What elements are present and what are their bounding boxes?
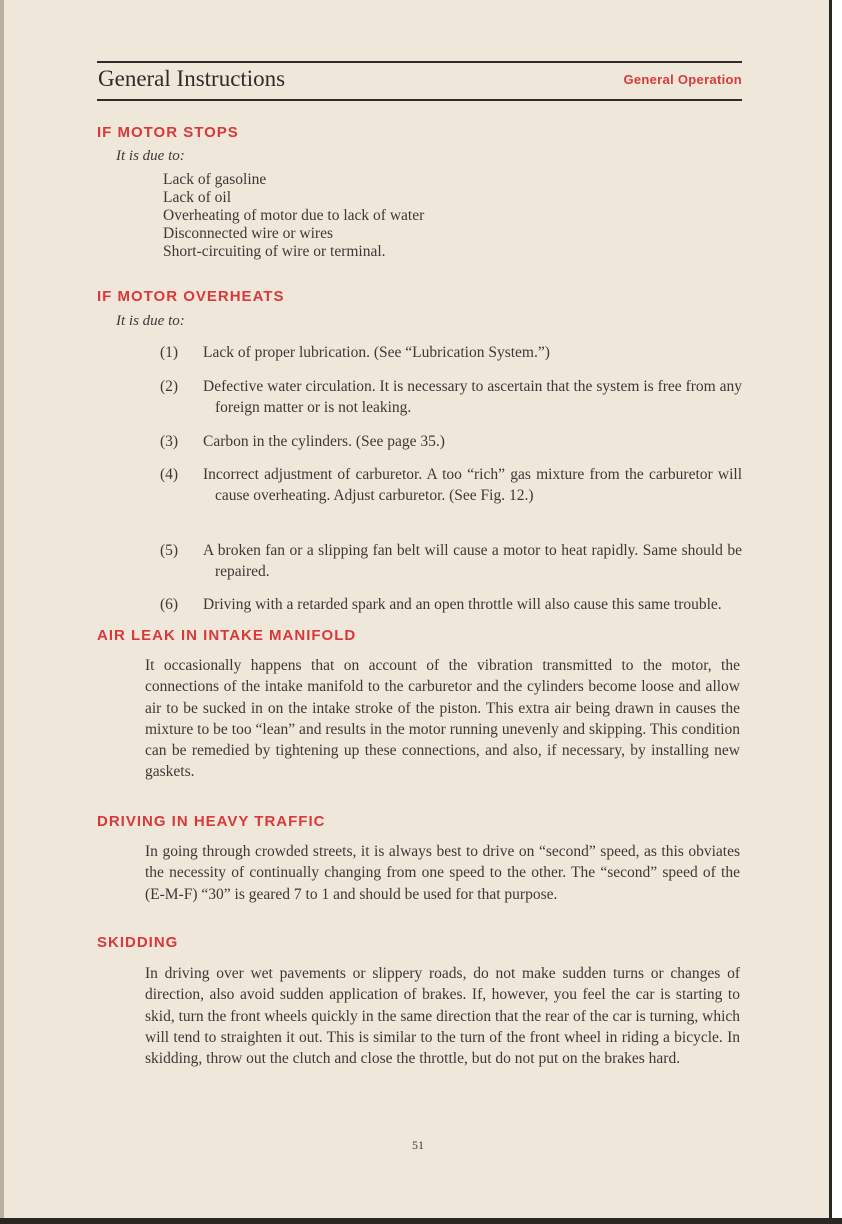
item-text: Defective water circulation. It is necessary to ascertain that the system is free from any foreign matter or is not leaking. <box>203 378 742 416</box>
page-number: 51 <box>412 1138 424 1152</box>
section-heading: AIR LEAK IN INTAKE MANIFOLD <box>97 627 357 644</box>
list-item: Lack of oil <box>163 189 232 206</box>
numbered-item <box>160 464 745 506</box>
list-item: Disconnected wire or wires <box>163 225 334 242</box>
section-heading: DRIVING IN HEAVY TRAFFIC <box>97 813 326 830</box>
paragraph: In driving over wet pavements or slippery roads, do not make sudden turns or changes of direction, also avoid sudden application of brakes. If, however, you feel the car is starting to skid, turn the front wheels quickly in the same direction that the rear of the car is turning, which will tend to straighten it out. This is similar to the turn of the front wheel in riding a bicycle. In skidding, throw out the clutch and close the throttle, but do not put on the brakes hard. <box>145 965 740 1068</box>
numbered-item <box>160 376 745 418</box>
item-number: (1) <box>160 344 179 361</box>
item-text: Driving with a retarded spark and an open throttle will also cause this same trouble. <box>203 596 722 613</box>
numbered-item <box>160 540 745 582</box>
section-tag: General Operation <box>623 72 742 87</box>
item-number: (4) <box>160 466 179 483</box>
section-intro: It is due to: <box>116 313 185 329</box>
page-margin-right <box>832 0 842 1224</box>
item-number: (2) <box>160 378 179 395</box>
header-rule-top <box>97 61 742 63</box>
list-item: Short-circuiting of wire or terminal. <box>163 243 386 260</box>
numbered-item <box>160 594 745 615</box>
cause-list <box>163 171 424 261</box>
paragraph: It occasionally happens that on account of the vibration transmitted to the motor, the connections of the intake manifold to the carburetor and the cylinders become loose and allow air to be sucked in on the intake stroke of the piston. This extra air being drawn in causes the mixture to be too “lean” and results in the motor running unevenly and skipping. This condition can be remedied by tightening up these connections, and also, if necessary, by installing new gaskets. <box>145 657 740 781</box>
item-number: (6) <box>160 596 179 613</box>
section-heading: SKIDDING <box>97 934 179 951</box>
paragraph: In going through crowded streets, it is always best to drive on “second” speed, as this obviates the necessity of continually changing from one speed to the other. The “second” speed of the (E-M-F) “30” is geared 7 to 1 and should be used for that purpose. <box>145 843 740 903</box>
section-heading: IF MOTOR OVERHEATS <box>97 288 285 305</box>
item-text: Incorrect adjustment of carburetor. A too “rich” gas mixture from the carburetor will cause overheating. Adjust carburetor. (See Fig. 12.) <box>203 466 742 504</box>
numbered-item <box>160 431 745 452</box>
numbered-item <box>160 342 745 363</box>
section-intro: It is due to: <box>116 148 185 164</box>
item-text: Lack of proper lubrication. (See “Lubrication System.”) <box>203 344 550 361</box>
page-edge-bottom <box>0 1218 842 1224</box>
page-title: General Instructions <box>98 66 286 91</box>
header-rule-bottom <box>97 99 742 101</box>
item-number: (3) <box>160 433 179 450</box>
page-edge-left <box>0 0 4 1224</box>
item-text: Carbon in the cylinders. (See page 35.) <box>203 433 445 450</box>
list-item: Lack of gasoline <box>163 171 267 188</box>
item-text: A broken fan or a slipping fan belt will cause a motor to heat rapidly. Same should be repaired. <box>203 542 742 580</box>
section-heading: IF MOTOR STOPS <box>97 124 239 141</box>
item-number: (5) <box>160 542 179 559</box>
list-item: Overheating of motor due to lack of water <box>163 207 425 224</box>
